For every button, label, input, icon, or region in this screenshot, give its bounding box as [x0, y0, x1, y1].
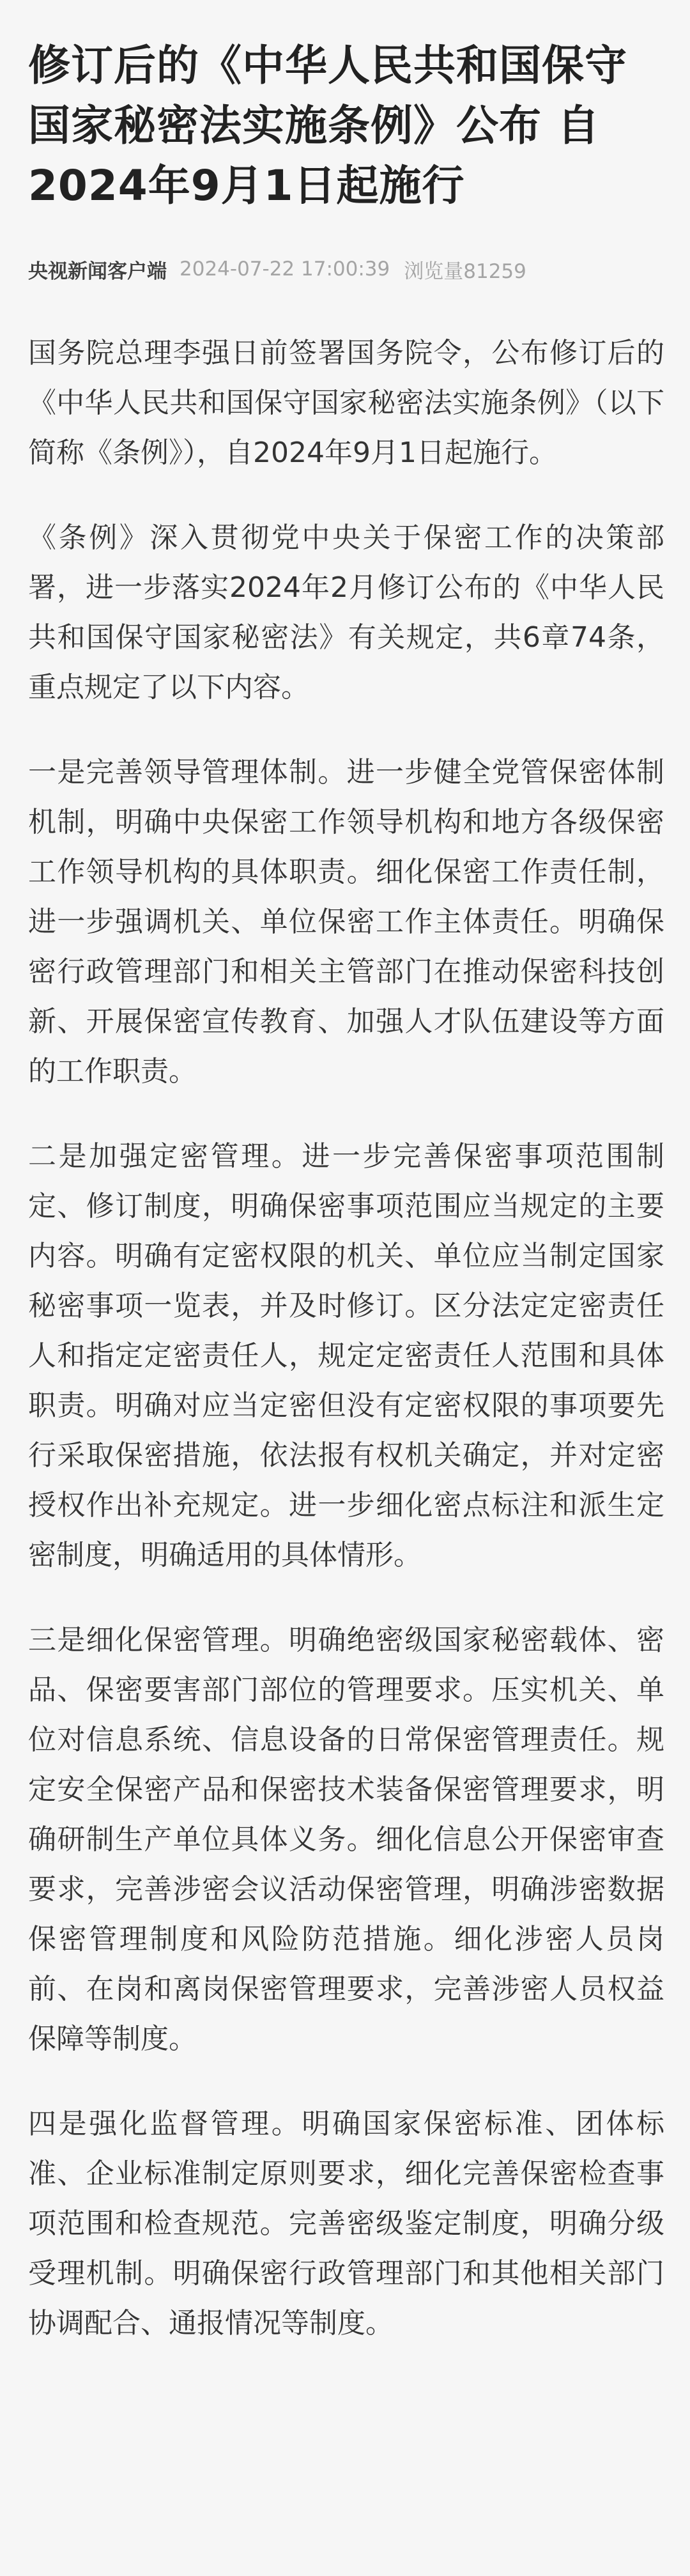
paragraph: 二是加强定密管理。进一步完善保密事项范围制定、修订制度，明确保密事项范围应当规定的主要内容。明确有定密权限的机关、单位应当制定国家秘密事项一览表，并及时修订。区分法定定密责任人和指定定密责任人，规定定密责任人范围和具体职责。明确对应当定密但没有定密权限的事项要先行采取保密措施，依法报有权机关确定，并对定密授权作出补充规定。进一步细化密点标注和派生定密制度，明确适用的具体情形。 — [28, 1140, 664, 1571]
paragraph: 三是细化保密管理。明确绝密级国家秘密载体、密品、保密要害部门部位的管理要求。压实机关、单位对信息系统、信息设备的日常保密管理责任。规定安全保密产品和保密技术装备保密管理要求，明确研制生产单位具体义务。细化信息公开保密审查要求，完善涉密会议活动保密管理，明确涉密数据保密管理制度和风险防范措施。细化涉密人员岗前、在岗和离岗保密管理要求，完善涉密人员权益保障等制度。 — [28, 1624, 664, 2055]
paragraph: 《条例》深入贯彻党中央关于保密工作的决策部署，进一步落实2024年2月修订公布的《中华人民共和国保守国家秘密法》有关规定，共6章74条，重点规定了以下内容。 — [28, 521, 664, 704]
publish-time: 2024-07-22 17:00:39 — [180, 258, 390, 281]
source-name[interactable]: 央视新闻客户端 — [28, 259, 167, 283]
paragraph: 一是完善领导管理体制。进一步健全党管保密体制机制，明确中央保密工作领导机构和地方各级保密工作领导机构的具体职责。细化保密工作责任制，进一步强调机关、单位保密工作主体责任。明确保密行政管理部门和相关主管部门在推动保密科技创新、开展保密宣传教育、加强人才队伍建设等方面的工作职责。 — [28, 756, 664, 1088]
view-count: 浏览量81259 — [404, 259, 526, 283]
paragraph: 国务院总理李强日前签署国务院令，公布修订后的《中华人民共和国保守国家秘密法实施条例》（以下简称《条例》），自2024年9月1日起施行。 — [28, 337, 664, 469]
paragraph: 四是强化监督管理。明确国家保密标准、团体标准、企业标准制定原则要求，细化完善保密检查事项范围和检查规范。完善密级鉴定制度，明确分级受理机制。明确保密行政管理部门和其他相关部门协调配合、通报情况等制度。 — [28, 2108, 664, 2340]
article-meta — [28, 253, 664, 285]
article-title: 修订后的《中华人民共和国保守国家秘密法实施条例》公布 自2024年9月1日起施行 — [28, 41, 627, 210]
article-body — [28, 328, 664, 2348]
